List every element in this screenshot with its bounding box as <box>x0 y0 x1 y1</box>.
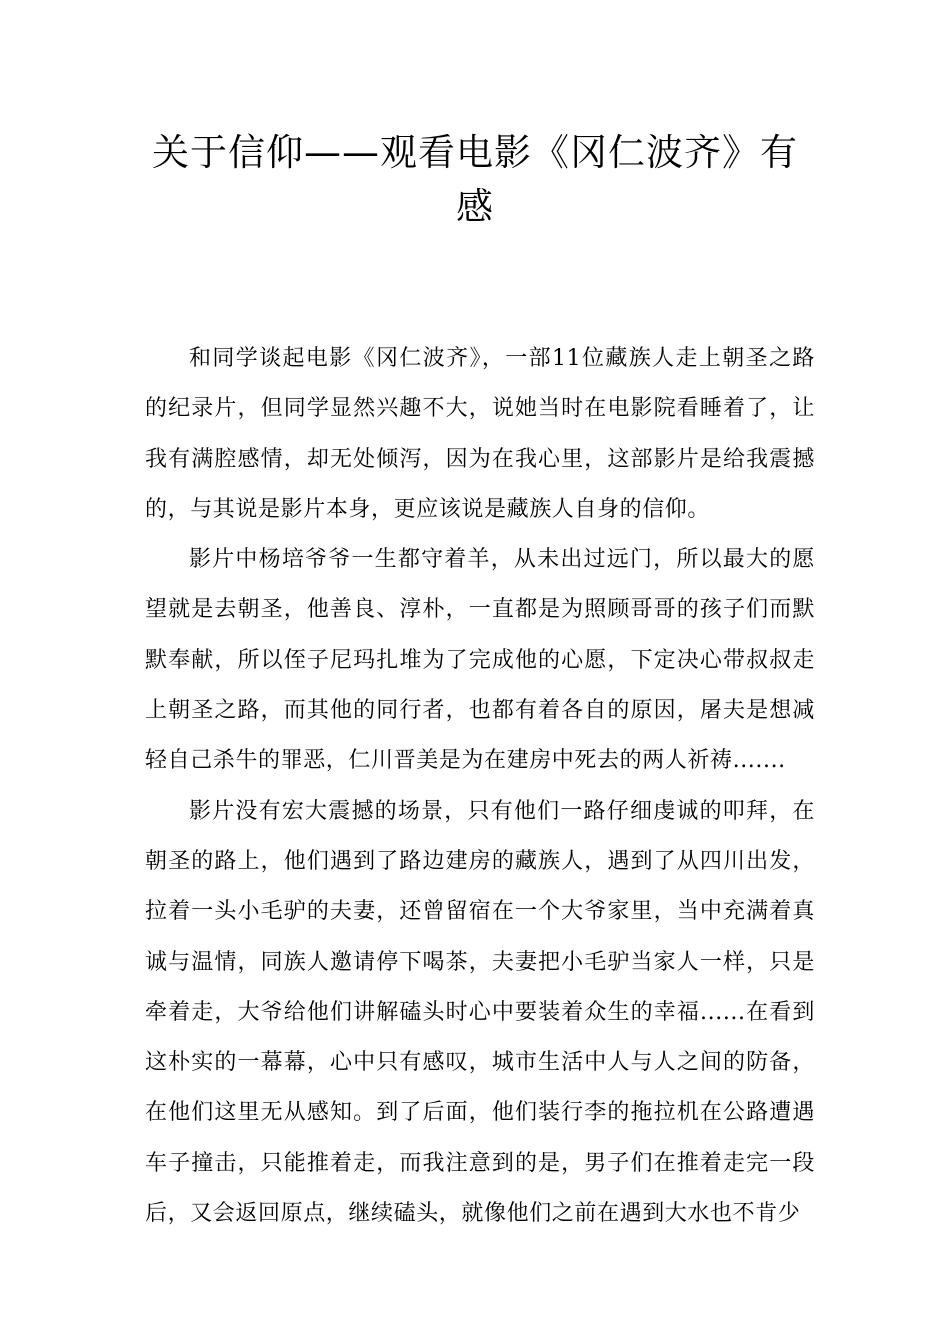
document-title: 关于信仰——观看电影《冈仁波齐》有感 <box>152 131 798 228</box>
paragraph-3: 影片没有宏大震撼的场景，只有他们一路仔细虔诚的叩拜，在朝圣的路上，他们遇到了路边建房的藏族人，遇到了从四川出发，拉着一头小毛驴的夫妻，还曾留宿在一个大爷家里，当中充满着真诚与温情，同族人邀请停下喝茶，夫妻把小毛驴当家人一样，只是牵着走，大爷给他们讲解磕头时心中要装着众生的幸福......在看到这朴实的一幕幕，心中只有感叹，城市生活中人与人之间的防备，在他们这里无从感知。到了后面，他们装行李的拖拉机在公路遭遇车子撞击，只能推着走，而我注意到的是，男子们在推着走完一段后，又会返回原点，继续磕头，就像他们之前在遇到大水也不肯少 <box>145 798 815 1227</box>
document-body <box>145 334 815 1239</box>
paragraph-2: 影片中杨培爷爷一生都守着羊，从未出过远门，所以最大的愿望就是去朝圣，他善良、淳朴，一直都是为照顾哥哥的孩子们而默默奉献，所以侄子尼玛扎堆为了完成他的心愿，下定决心带叔叔走上朝圣之路，而其他的同行者，也都有着各自的原因，屠夫是想减轻自己杀牛的罪恶，仁川晋美是为在建房中死去的两人祈祷....... <box>145 547 815 774</box>
paragraph-1: 和同学谈起电影《冈仁波齐》，一部11位藏族人走上朝圣之路的纪录片，但同学显然兴趣不大，说她当时在电影院看睡着了，让我有满腔感情，却无处倾泻，因为在我心里，这部影片是给我震撼的，与其说是影片本身，更应该说是藏族人自身的信仰。 <box>145 346 815 522</box>
